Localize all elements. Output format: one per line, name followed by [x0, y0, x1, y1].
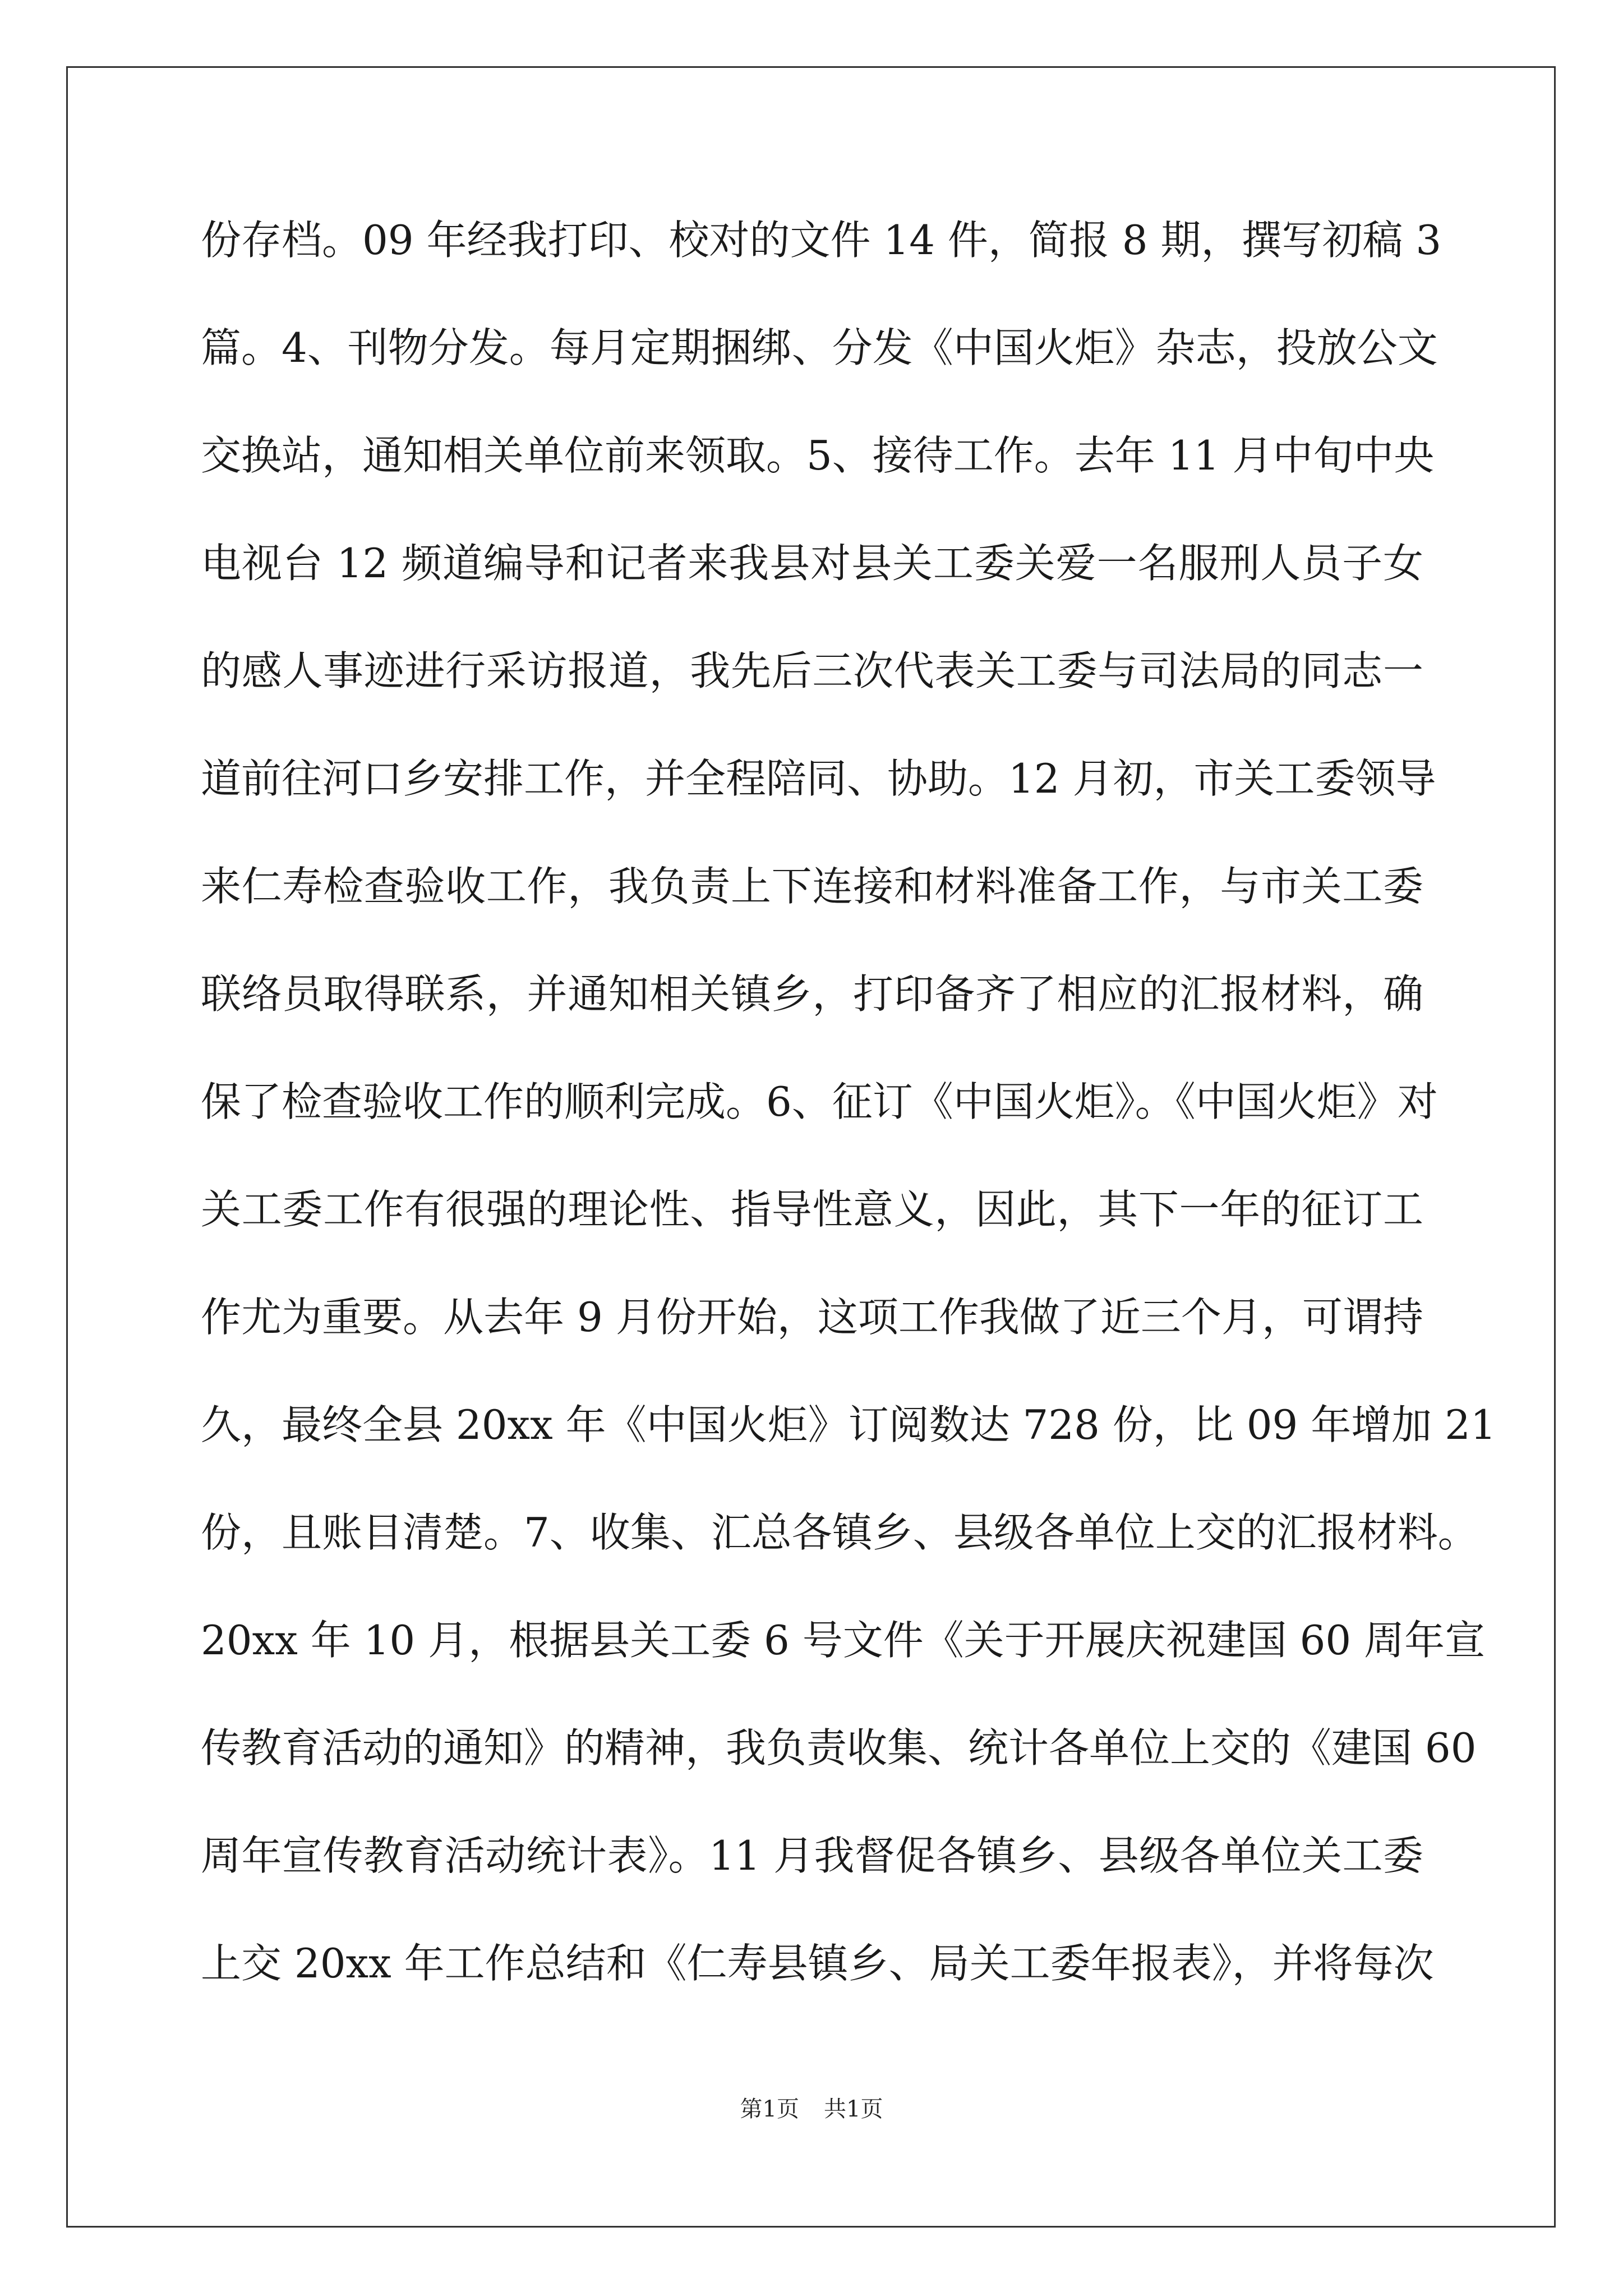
text-line: 道前往河口乡安排工作，并全程陪同、协助。12 月初，市关工委领导	[201, 755, 1436, 802]
page-footer	[0, 2091, 1623, 2123]
page-total: 共1页	[824, 2096, 883, 2122]
text-line: 篇。4、刊物分发。每月定期捆绑、分发《中国火炬》杂志，投放公文	[201, 324, 1438, 371]
page-number: 第1页	[740, 2096, 799, 2122]
text-line: 久，最终全县 20xx 年《中国火炬》订阅数达 728 份，比 09 年增加 21	[201, 1401, 1496, 1448]
text-line: 联络员取得联系，并通知相关镇乡，打印备齐了相应的汇报材料，确	[201, 970, 1423, 1018]
text-line: 的感人事迹进行采访报道，我先后三次代表关工委与司法局的同志一	[201, 647, 1423, 694]
text-line: 周年宣传教育活动统计表》。11 月我督促各镇乡、县级各单位关工委	[201, 1832, 1423, 1879]
text-line: 份，且账目清楚。7、收集、汇总各镇乡、县级各单位上交的汇报材料。	[201, 1509, 1478, 1556]
text-line: 传教育活动的通知》的精神，我负责收集、统计各单位上交的《建国 60	[201, 1724, 1477, 1772]
text-line: 来仁寿检查验收工作，我负责上下连接和材料准备工作，与市关工委	[201, 863, 1423, 910]
text-line: 份存档。09 年经我打印、校对的文件 14 件，简报 8 期，撰写初稿 3	[201, 217, 1442, 264]
text-line: 20xx 年 10 月，根据县关工委 6 号文件《关于开展庆祝建国 60 周年宣	[201, 1617, 1486, 1664]
text-line: 作尤为重要。从去年 9 月份开始，这项工作我做了近三个月，可谓持	[201, 1294, 1423, 1341]
text-line: 关工委工作有很强的理论性、指导性意义，因此，其下一年的征订工	[201, 1186, 1423, 1233]
text-line: 保了检查验收工作的顺利完成。6、征订《中国火炬》。《中国火炬》对	[201, 1078, 1438, 1125]
document-body	[201, 217, 1496, 2051]
text-line: 交换站，通知相关单位前来领取。5、接待工作。去年 11 月中旬中央	[201, 432, 1435, 479]
text-line: 电视台 12 频道编导和记者来我县对县关工委关爱一名服刑人员子女	[201, 540, 1423, 587]
text-line: 上交 20xx 年工作总结和《仁寿县镇乡、局关工委年报表》，并将每次	[201, 1940, 1434, 1987]
